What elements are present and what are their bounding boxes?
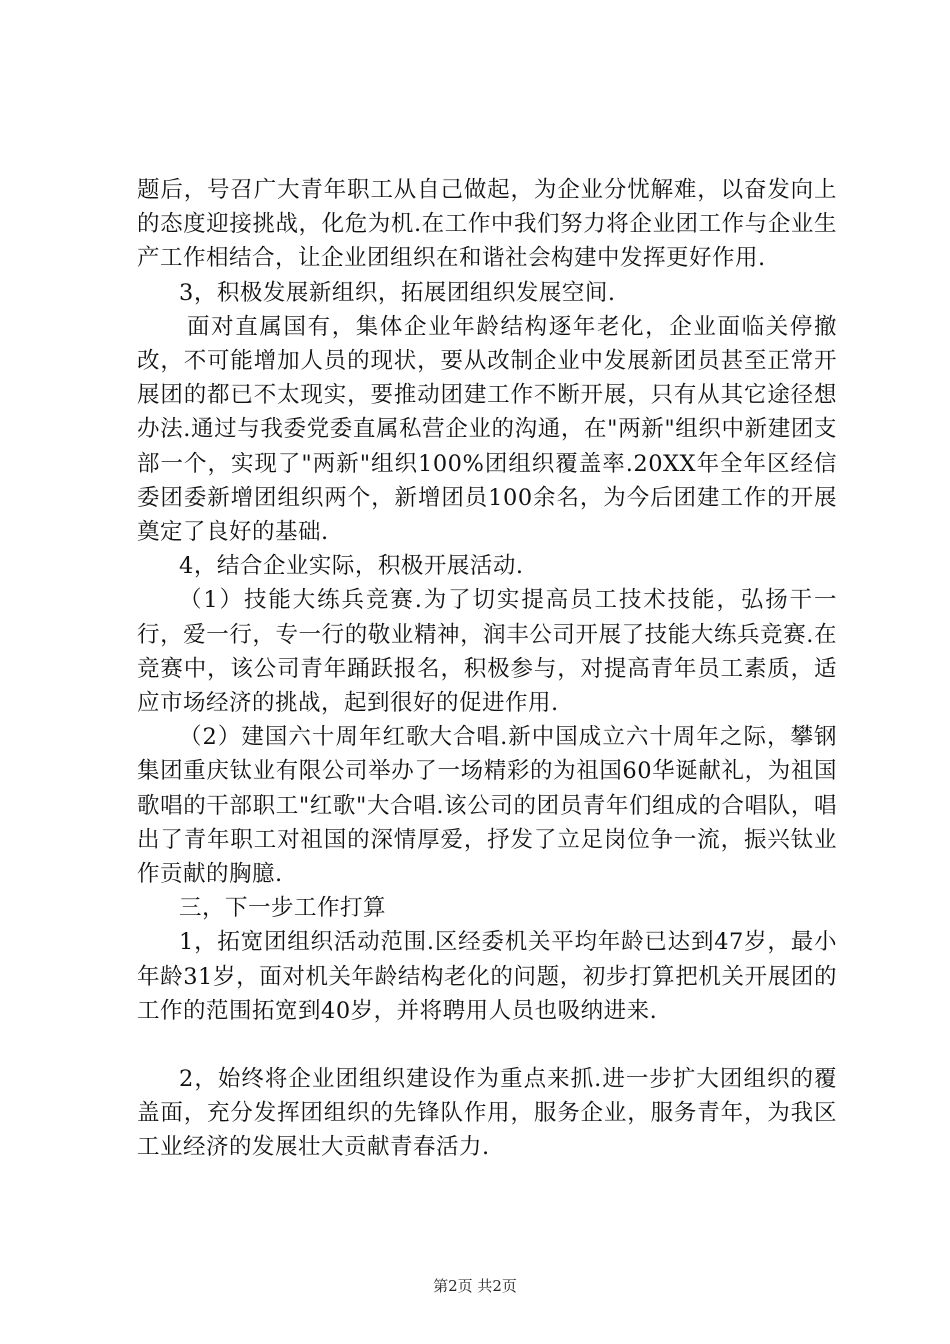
- document-body: [137, 173, 837, 1165]
- paragraph-continuation: 题后，号召广大青年职工从自己做起，为企业分忧解难，以奋发向上的态度迎接挑战，化危为机.在工作中我们努力将企业团工作与企业生产工作相结合，让企业团组织在和谐社会构建中发挥更好作用.: [137, 177, 837, 272]
- paragraph-heading-4: 4，结合企业实际，积极开展活动.: [179, 553, 524, 580]
- paragraph-body: 面对直属国有，集体企业年龄结构逐年老化，企业面临关停撤改，不可能增加人员的现状，要从改制企业中发展新团员甚至正常开展团的都已不太现实，要推动团建工作不断开展，只有从其它途径想办法.通过与我委党委直属私营企业的沟通，在"两新"组织中新建团支部一个，实现了"两新"组织100%团组织覆盖率.20XX年全年区经信委团委新增团组织两个，新增团员100余名，为今后团建工作的开展奠定了良好的基础.: [137, 313, 837, 546]
- paragraph-heading-3: 3，积极发展新组织，拓展团组织发展空间.: [179, 279, 616, 306]
- section-heading-next-steps: 三，下一步工作打算: [179, 895, 387, 922]
- paragraph-plan-2: 2，始终将企业团组织建设作为重点来抓.进一步扩大团组织的覆盖面，充分发挥团组织的先锋队作用，服务企业，服务青年，为我区工业经济的发展壮大贡献青春活力.: [137, 1066, 837, 1161]
- paragraph-plan-1: 1，拓宽团组织活动范围.区经委机关平均年龄已达到47岁，最小年龄31岁，面对机关年龄结构老化的问题，初步打算把机关开展团的工作的范围拓宽到40岁，并将聘用人员也吸纳进来.: [137, 929, 837, 1024]
- paragraph-item-2: （2）建国六十周年红歌大合唱.新中国成立六十周年之际，攀钢集团重庆钛业有限公司举办了一场精彩的为祖国60华诞献礼，为祖国歌唱的干部职工"红歌"大合唱.该公司的团员青年们组成的合唱队，唱出了青年职工对祖国的深情厚爱，抒发了立足岗位争一流，振兴钛业作贡献的胸臆.: [137, 724, 837, 888]
- page-footer: 第2页 共2页: [433, 1277, 517, 1295]
- paragraph-item-1: （1）技能大练兵竞赛.为了切实提高员工技术技能，弘扬干一行，爱一行，专一行的敬业精神，润丰公司开展了技能大练兵竞赛.在竞赛中，该公司青年踊跃报名，积极参与，对提高青年员工素质，适应市场经济的挑战，起到很好的促进作用.: [137, 587, 837, 717]
